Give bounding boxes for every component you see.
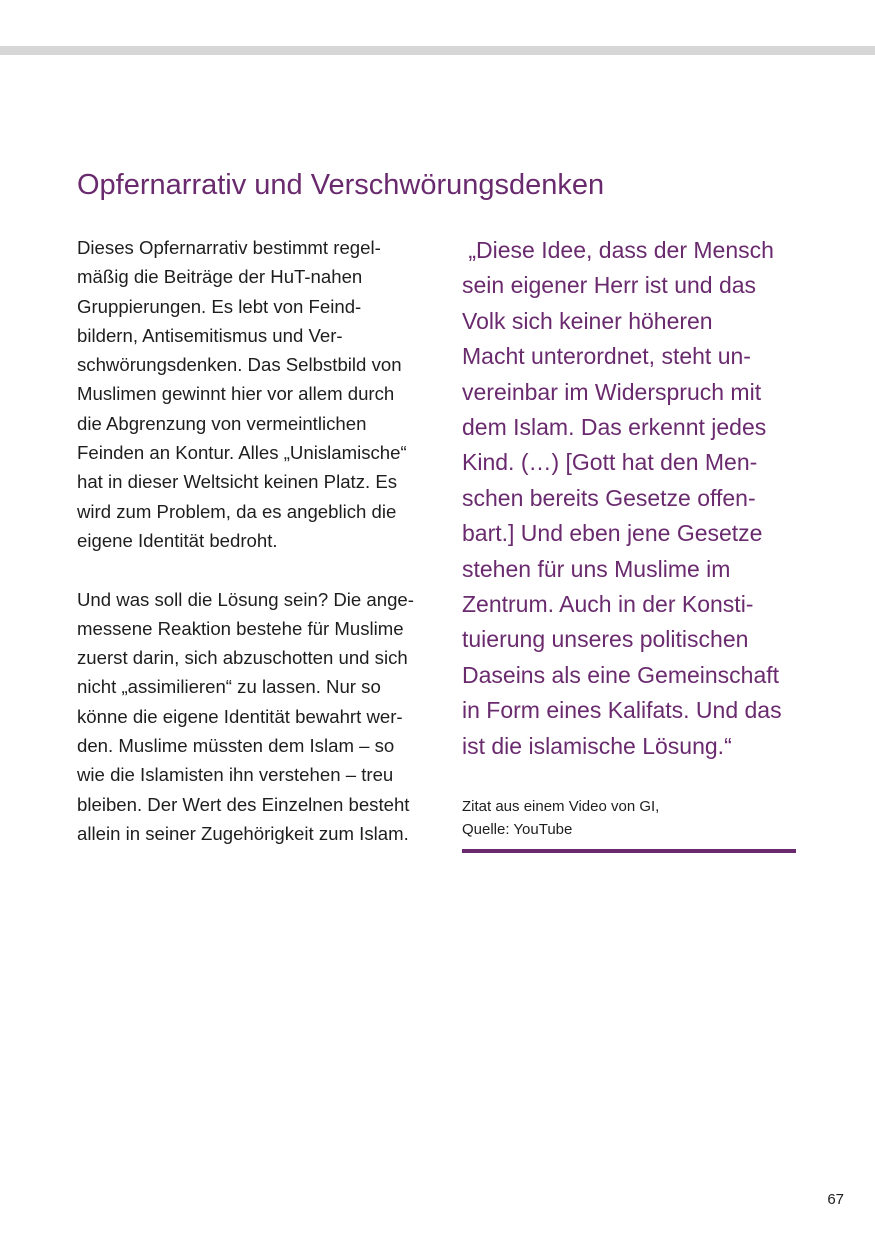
body-line: allein in seiner Zugehörigkeit zum Islam. bbox=[77, 822, 409, 844]
quote-line: „Diese Idee, dass der Mensch bbox=[462, 237, 774, 263]
quote-line: Macht unterordnet, steht un- bbox=[462, 343, 751, 370]
quote-line: dem Islam. Das erkennt jedes bbox=[462, 414, 767, 441]
body-paragraph-1 bbox=[77, 233, 439, 555]
paragraph-spacer bbox=[77, 555, 439, 584]
body-line: zuerst darin, sich abzuschotten und sich bbox=[77, 647, 408, 669]
page-number: 67 bbox=[827, 1191, 844, 1208]
section-title: Opfernarrativ und Verschwörungsdenken bbox=[77, 169, 605, 201]
caption-line: Zitat aus einem Video von GI, bbox=[462, 798, 660, 815]
body-line: bleiben. Der Wert des Einzelnen besteht bbox=[77, 793, 410, 815]
quote-caption bbox=[462, 795, 796, 841]
body-line: Gruppierungen. Es lebt von Feind- bbox=[77, 295, 362, 317]
body-line: Und was soll die Lösung sein? Die ange- bbox=[77, 588, 414, 610]
body-line: könne die eigene Identität bewahrt wer- bbox=[77, 705, 403, 727]
quote-line: sein eigener Herr ist und das bbox=[462, 272, 757, 299]
caption-line: Quelle: YouTube bbox=[462, 821, 573, 838]
pull-quote bbox=[462, 233, 796, 764]
body-line: eigene Identität bedroht. bbox=[77, 529, 278, 551]
body-line: wie die Islamisten ihn verstehen – treu bbox=[77, 764, 394, 786]
body-line: Dieses Opfernarrativ bestimmt regel- bbox=[77, 237, 381, 258]
quote-line: stehen für uns Muslime im bbox=[462, 555, 731, 582]
body-line: Feinden an Kontur. Alles „Unislamische“ bbox=[77, 442, 407, 464]
body-line: schwörungsdenken. Das Selbstbild von bbox=[77, 354, 402, 376]
body-line: wird zum Problem, da es angeblich die bbox=[77, 500, 397, 522]
quote-line: Kind. (…) [Gott hat den Men- bbox=[462, 449, 758, 476]
top-divider bbox=[0, 46, 875, 55]
body-paragraph-2 bbox=[77, 585, 439, 849]
quote-line: Daseins als eine Gemeinschaft bbox=[462, 661, 780, 688]
body-line: mäßig die Beiträge der HuT-nahen bbox=[77, 266, 363, 288]
body-line: messene Reaktion bestehe für Muslime bbox=[77, 617, 404, 639]
body-line: den. Muslime müssten dem Islam – so bbox=[77, 735, 395, 757]
quote-underline bbox=[462, 849, 796, 853]
quote-line: ist die islamische Lösung.“ bbox=[462, 732, 732, 759]
quote-line: vereinbar im Widerspruch mit bbox=[462, 378, 762, 405]
body-line: hat in dieser Weltsicht keinen Platz. Es bbox=[77, 471, 398, 493]
quote-line: Volk sich keiner höheren bbox=[462, 307, 713, 334]
quote-line: in Form eines Kalifats. Und das bbox=[462, 697, 782, 724]
quote-line: schen bereits Gesetze offen- bbox=[462, 484, 756, 511]
body-line: Muslimen gewinnt hier vor allem durch bbox=[77, 383, 395, 405]
body-line: bildern, Antisemitismus und Ver- bbox=[77, 324, 343, 346]
body-line: nicht „assimilieren“ zu lassen. Nur so bbox=[77, 676, 381, 698]
body-text-column bbox=[77, 233, 439, 848]
quote-line: Zentrum. Auch in der Konsti- bbox=[462, 591, 754, 618]
quote-line: tuierung unseres politischen bbox=[462, 626, 749, 653]
body-line: die Abgrenzung von vermeintlichen bbox=[77, 412, 367, 434]
quote-line: bart.] Und eben jene Gesetze bbox=[462, 520, 763, 547]
